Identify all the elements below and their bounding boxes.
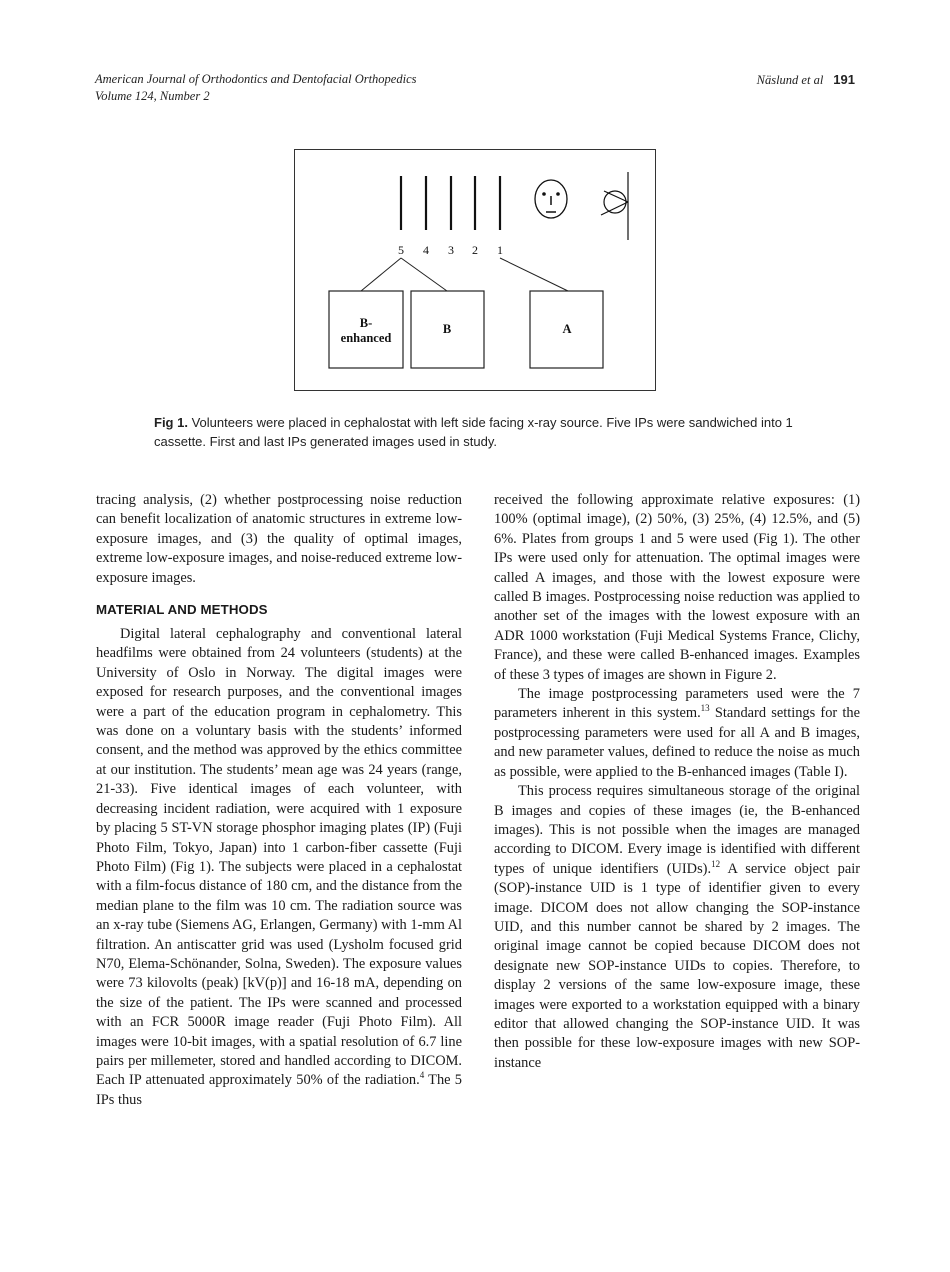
paragraph-text: The 5 IPs thus <box>96 1072 462 1108</box>
paragraph-text: A service object pair (SOP)-instance UID is 1 type of identifier given to every image. DICOM does not allow changing the SOP-instance UID, and this number cannot be shared by 2 images. The original image cannot be copied because DICOM does not designate new SOP-instance UIDs to copies. Therefore, to display 2 versions of the same low-exposure image, these images were exported to a workstation equipped with a binary editor that allowed changing the SOP-instance UID. It was then possible for these low-exposure images with new SOP-instance <box>494 860 860 1071</box>
author-names: Näslund et al <box>756 73 824 87</box>
journal-volume: Volume 124, Number 2 <box>95 89 210 103</box>
left-column <box>96 491 462 1110</box>
box-b-enhanced-label-1: B- <box>359 316 373 330</box>
line-5-to-b <box>401 258 447 291</box>
imaging-plates <box>401 176 500 230</box>
journal-title: American Journal of Orthodontics and Dentofacial Orthopedics <box>95 72 417 86</box>
paragraph-text: The image postprocessing parameters used were the 7 parameters inherent in this system. <box>494 686 860 722</box>
figure-1 <box>294 149 656 391</box>
paragraph <box>494 685 860 782</box>
box-a-label: A <box>562 322 572 336</box>
section-heading: MATERIAL AND METHODS <box>96 602 268 618</box>
page-number: 191 <box>833 72 855 87</box>
xray-source-icon <box>601 172 628 240</box>
caption-text: Volunteers were placed in cephalostat with left side facing x-ray source. Five IPs were sandwiched into 1 cassette. First and last IPs generated images used in study. <box>154 415 793 449</box>
reference-superscript: 12 <box>711 858 721 869</box>
reference-superscript: 13 <box>700 703 710 714</box>
face-icon <box>535 180 567 218</box>
author-page <box>757 71 855 89</box>
paragraph <box>96 625 462 1110</box>
paragraph-text: Digital lateral cephalography and conventional lateral headfilms were obtained from 24 volunteers (students) at the University of Oslo in Norway. The digital images were exposed for research purposes, and the conventional images were a part of the education program in cephalometry. This was done on a voluntary basis with the students’ informed consent, and the method was approved by the ethics committee at our institution. The students’ mean age was 24 years (range, 21-33). Five identical images of each volunteer, with decreasing incident radiation, were acquired with 1 exposure by placing 5 ST-VN storage phosphor imaging plates (IP) (Fuji Photo Film, Tokyo, Japan) into 1 carbon-fiber cassette (Fuji Photo Film) (Fig 1). The subjects were placed in a cephalostat with a film-focus distance of 180 cm, and the distance from the median plane to the film was 10 cm. The radiation source was an x-ray tube (Siemens AG, Erlangen, Germany) with 1-mm Al filtration. An antiscatter grid was used (Lysholm focused grid N70, Elema-Schönander, Solna, Sweden). The exposure values were 73 kilovolts (peak) [kV(p)] and 16-18 mA, depending on the size of the patient. The IPs were scanned and processed with an FCR 5000R image reader (Fuji Photo Film). All images were 10-bit images, with a spatial resolution of 6.7 line pairs per millemeter, stored and handled according to DICOM. Each IP attenuated approximately 50% of the radiation. <box>96 626 462 1089</box>
paragraph <box>494 782 860 1073</box>
right-column <box>494 491 860 1073</box>
plate-label: 1 <box>497 243 503 257</box>
plate-label: 3 <box>448 243 454 257</box>
paragraph: received the following approximate relative exposures: (1) 100% (optimal image), (2) 50%, (3) 25%, (4) 12.5%, and (5) 6%. Plates from groups 1 and 5 were used (Fig 1). The other IPs were used only for attenuation. The optimal images were called A images, and those with the lowest exposure were called B images. Postprocessing noise reduction was applied to another set of the images with the lowest exposure with an ADR 1000 workstation (Fuji Medical Systems France, Clichy, France), and these were called B-enhanced images. Examples of these 3 types of images are shown in Figure 2. <box>494 492 860 683</box>
plate-label: 5 <box>398 243 404 257</box>
plate-label: 4 <box>423 243 429 257</box>
box-b-enhanced-label-2: enhanced <box>340 331 392 345</box>
plate-label: 2 <box>472 243 478 257</box>
line-5-to-b-enhanced <box>361 258 401 291</box>
paragraph-text: This process requires simultaneous storage of the original B images and copies of these images (ie, the B-enhanced images). This is not possible when the images are managed according to DICOM. Every image is identified with different types of unique identifiers (UIDs). <box>494 783 860 877</box>
journal-info <box>95 71 417 105</box>
paragraph-text: Standard settings for the postprocessing parameters were used for all A and B images, and new parameter values, defined to reduce the noise as much as possible, were applied to the B-enhanced images (Table I). <box>494 705 860 780</box>
paragraph: tracing analysis, (2) whether postprocessing noise reduction can benefit localization of anatomic structures in extreme low-exposure images, and (3) the quality of optimal images, extreme low-exposure images, and noise-reduced extreme low-exposure images. <box>96 492 462 586</box>
reference-superscript: 4 <box>419 1070 425 1081</box>
caption-label: Fig 1. <box>154 415 188 430</box>
figure-caption <box>154 414 804 451</box>
line-1-to-a <box>500 258 568 291</box>
figure-diagram <box>295 150 657 392</box>
connector-lines <box>361 258 568 291</box>
box-b-label: B <box>442 322 452 336</box>
